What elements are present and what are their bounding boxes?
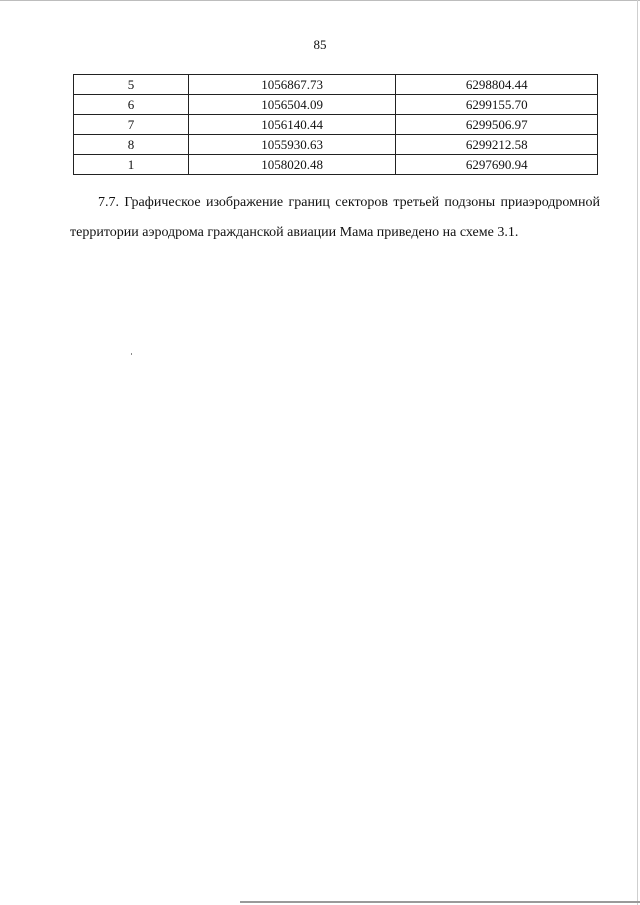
coordinates-table	[73, 74, 598, 175]
scan-edge-bottom	[240, 901, 640, 903]
point-number-cell: 7	[74, 115, 189, 135]
scan-speck	[131, 353, 132, 355]
point-number-cell: 8	[74, 135, 189, 155]
paragraph-line: 7.7. Графическое изображение границ секторов третьей подзоны приаэродромной	[98, 195, 600, 210]
y-coordinate-cell: 6298804.44	[396, 75, 598, 95]
x-coordinate-cell: 1056140.44	[188, 115, 396, 135]
table-row	[74, 95, 598, 115]
y-coordinate-cell: 6299212.58	[396, 135, 598, 155]
point-number-cell: 5	[74, 75, 189, 95]
scan-edge-top	[0, 0, 640, 1]
page-number: 85	[313, 37, 327, 52]
paragraph-line: территории аэродрома гражданской авиации Мама приведено на схеме 3.1.	[70, 225, 519, 240]
point-number-cell: 6	[74, 95, 189, 115]
table-row	[74, 135, 598, 155]
x-coordinate-cell: 1056867.73	[188, 75, 396, 95]
y-coordinate-cell: 6297690.94	[396, 155, 598, 175]
x-coordinate-cell: 1055930.63	[188, 135, 396, 155]
table-row	[74, 75, 598, 95]
x-coordinate-cell: 1056504.09	[188, 95, 396, 115]
y-coordinate-cell: 6299155.70	[396, 95, 598, 115]
point-number-cell: 1	[74, 155, 189, 175]
table-row	[74, 115, 598, 135]
table-row	[74, 155, 598, 175]
body-paragraph	[70, 188, 600, 248]
y-coordinate-cell: 6299506.97	[396, 115, 598, 135]
x-coordinate-cell: 1058020.48	[188, 155, 396, 175]
scan-edge-right	[637, 0, 638, 905]
